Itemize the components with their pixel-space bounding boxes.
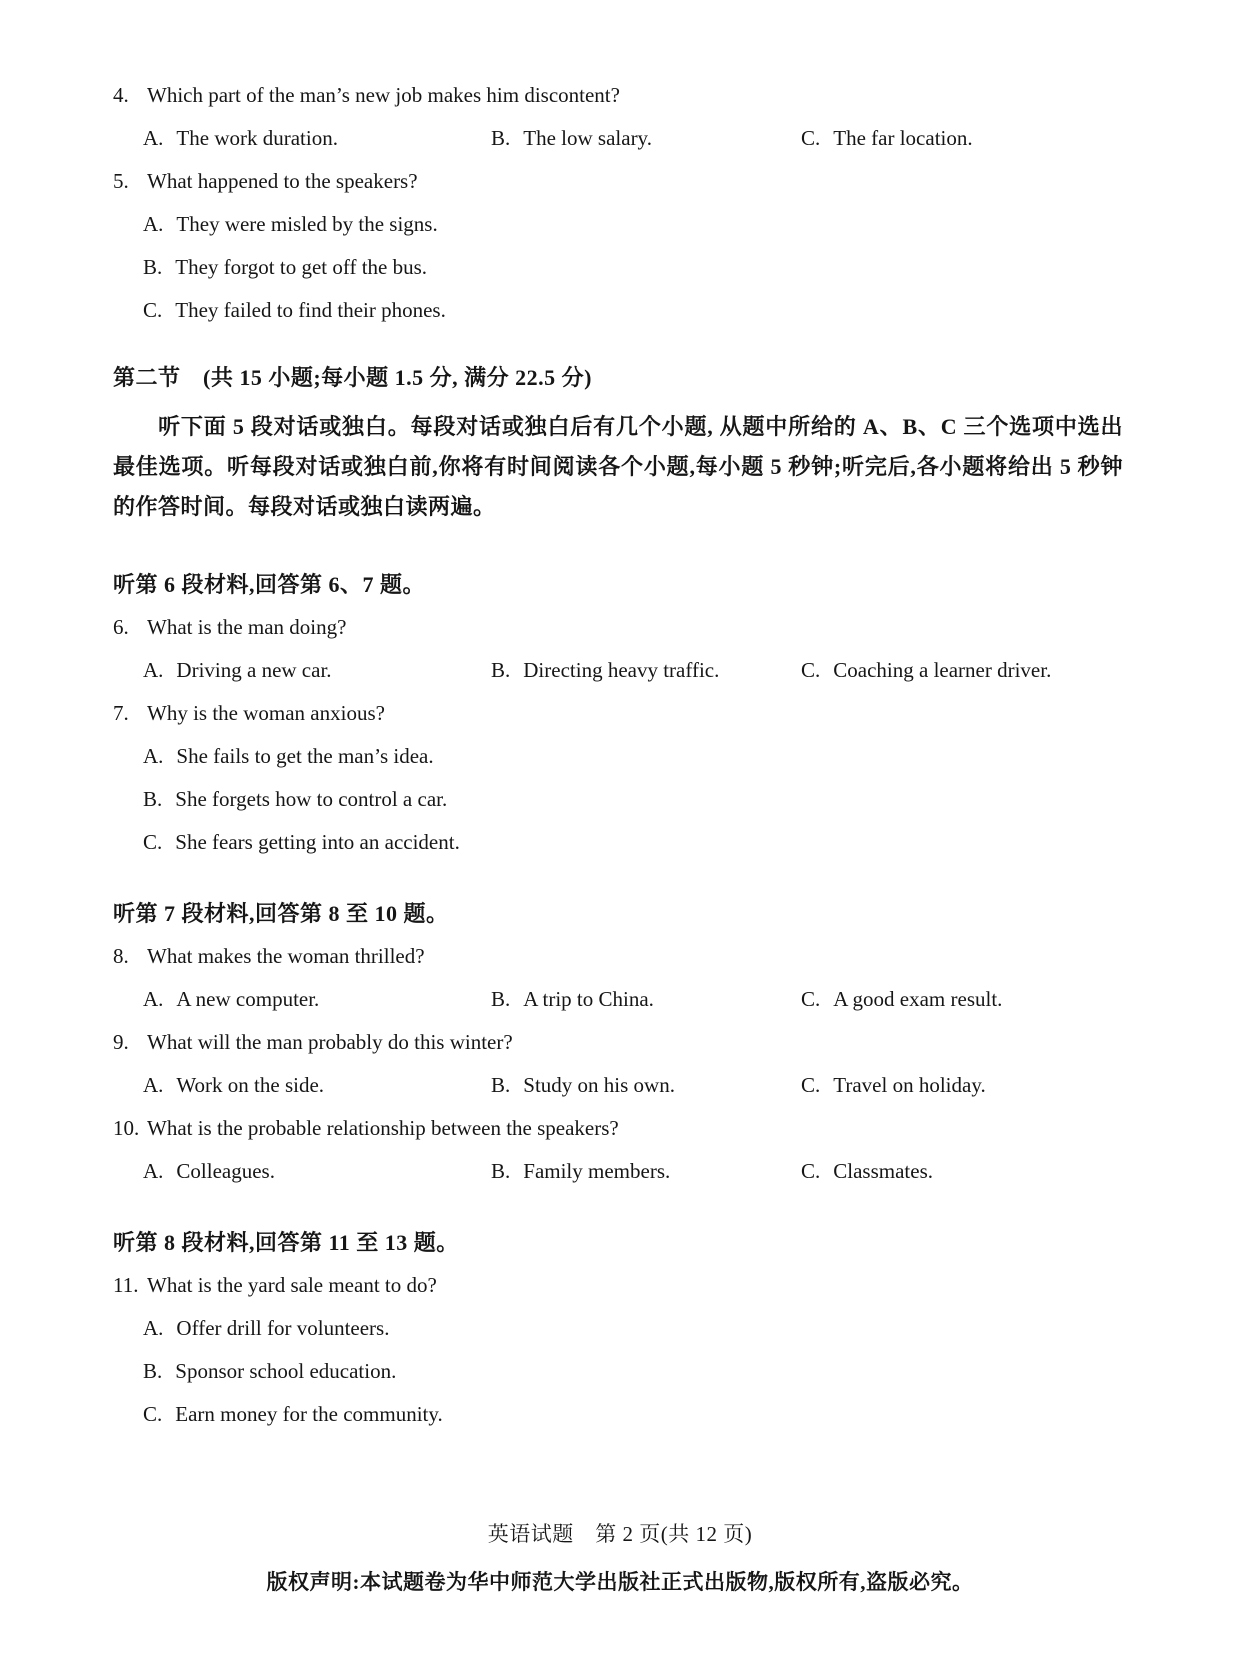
option-a-label: A. bbox=[143, 212, 164, 236]
option-b-text: A trip to China. bbox=[523, 987, 654, 1011]
option-b-text: Sponsor school education. bbox=[175, 1359, 397, 1383]
question-11 bbox=[113, 1272, 1140, 1428]
option-b-text: She forgets how to control a car. bbox=[175, 787, 448, 811]
option-a-label: A. bbox=[143, 1073, 164, 1097]
option-c-text: She fears getting into an accident. bbox=[175, 830, 460, 854]
option-c-text: Coaching a learner driver. bbox=[833, 658, 1052, 682]
option-b-label: B. bbox=[491, 126, 511, 150]
option-c-label: C. bbox=[143, 298, 163, 322]
option-a-text: Driving a new car. bbox=[176, 658, 332, 682]
question-number: 6. bbox=[113, 615, 129, 639]
option-a-label: A. bbox=[143, 1159, 164, 1183]
question-text: What is the probable relationship between the speakers? bbox=[147, 1116, 619, 1140]
question-text: Which part of the man’s new job makes him discontent? bbox=[147, 83, 620, 107]
option-a-text: Offer drill for volunteers. bbox=[176, 1316, 390, 1340]
material-8-intro: 听第 8 段材料,回答第 11 至 13 题。 bbox=[113, 1230, 459, 1255]
option-a-label: A. bbox=[143, 744, 164, 768]
option-c bbox=[801, 986, 1140, 1013]
option-a-text: The work duration. bbox=[176, 126, 338, 150]
option-b bbox=[113, 254, 1140, 281]
option-b bbox=[491, 1072, 801, 1099]
material-7-intro: 听第 7 段材料,回答第 8 至 10 题。 bbox=[113, 901, 449, 926]
option-b bbox=[491, 657, 801, 684]
option-b-text: The low salary. bbox=[523, 126, 652, 150]
option-c bbox=[801, 657, 1140, 684]
question-4-stem bbox=[113, 82, 1140, 109]
question-text: What makes the woman thrilled? bbox=[147, 944, 425, 968]
question-number: 4. bbox=[113, 83, 129, 107]
section-2-instructions: 听下面 5 段对话或独白。每段对话或独白后有几个小题, 从题中所给的 A、B、C 三个选项中选出最佳选项。听每段对话或独白前,你将有时间阅读各个小题,每小题 5 秒钟;听完后,各小题将给出 5 秒钟的作答时间。每段对话或独白读两遍。 bbox=[113, 414, 1123, 519]
question-text: What will the man probably do this winter? bbox=[147, 1030, 513, 1054]
question-number: 5. bbox=[113, 169, 129, 193]
question-text: Why is the woman anxious? bbox=[147, 701, 385, 725]
question-8 bbox=[113, 943, 1140, 1013]
option-b-text: They forgot to get off the bus. bbox=[175, 255, 428, 279]
option-c-label: C. bbox=[801, 1073, 821, 1097]
question-4-options bbox=[113, 125, 1140, 152]
material-6-intro: 听第 6 段材料,回答第 6、7 题。 bbox=[113, 572, 426, 597]
option-b bbox=[491, 125, 801, 152]
question-number: 7. bbox=[113, 701, 129, 725]
question-6-stem bbox=[113, 614, 1140, 641]
question-number: 9. bbox=[113, 1030, 129, 1054]
option-a bbox=[113, 743, 1140, 770]
question-6 bbox=[113, 614, 1140, 684]
option-c-text: The far location. bbox=[833, 126, 973, 150]
option-a-text: Work on the side. bbox=[176, 1073, 325, 1097]
option-b-text: Directing heavy traffic. bbox=[523, 658, 720, 682]
option-c-label: C. bbox=[801, 658, 821, 682]
footer-copyright-notice: 版权声明:本试题卷为华中师范大学出版社正式出版物,版权所有,盗版必究。 bbox=[266, 1570, 974, 1594]
question-6-options bbox=[113, 657, 1140, 684]
option-c-label: C. bbox=[143, 1402, 163, 1426]
option-c-label: C. bbox=[143, 830, 163, 854]
question-text: What is the yard sale meant to do? bbox=[147, 1273, 437, 1297]
option-c bbox=[801, 1072, 1140, 1099]
option-b-label: B. bbox=[143, 1359, 163, 1383]
option-a-label: A. bbox=[143, 658, 164, 682]
option-b-label: B. bbox=[491, 987, 511, 1011]
question-4 bbox=[113, 82, 1140, 152]
option-a bbox=[143, 1072, 491, 1099]
question-7 bbox=[113, 700, 1140, 856]
question-9-stem bbox=[113, 1029, 1140, 1056]
option-a-label: A. bbox=[143, 987, 164, 1011]
question-8-options bbox=[113, 986, 1140, 1013]
option-a bbox=[113, 211, 1140, 238]
question-5-stem bbox=[113, 168, 1140, 195]
option-c-text: Classmates. bbox=[833, 1159, 934, 1183]
option-b-label: B. bbox=[143, 787, 163, 811]
option-b-label: B. bbox=[491, 658, 511, 682]
option-b-label: B. bbox=[491, 1159, 511, 1183]
question-number: 11. bbox=[113, 1273, 139, 1297]
option-a bbox=[143, 657, 491, 684]
option-a bbox=[113, 1315, 1140, 1342]
option-b bbox=[491, 1158, 801, 1185]
question-10-stem bbox=[113, 1115, 1140, 1142]
question-text: What happened to the speakers? bbox=[147, 169, 418, 193]
question-number: 10. bbox=[113, 1116, 140, 1140]
option-b-text: Family members. bbox=[523, 1159, 671, 1183]
option-b bbox=[113, 786, 1140, 813]
option-c-text: They failed to find their phones. bbox=[175, 298, 446, 322]
question-9 bbox=[113, 1029, 1140, 1099]
option-b-label: B. bbox=[491, 1073, 511, 1097]
question-9-options bbox=[113, 1072, 1140, 1099]
option-a-text: Colleagues. bbox=[176, 1159, 275, 1183]
option-b bbox=[491, 986, 801, 1013]
question-number: 8. bbox=[113, 944, 129, 968]
option-b bbox=[113, 1358, 1140, 1385]
question-8-stem bbox=[113, 943, 1140, 970]
question-10 bbox=[113, 1115, 1140, 1185]
option-c bbox=[113, 829, 1140, 856]
option-c-text: A good exam result. bbox=[833, 987, 1003, 1011]
question-7-stem bbox=[113, 700, 1140, 727]
option-a-text: A new computer. bbox=[176, 987, 320, 1011]
option-b-text: Study on his own. bbox=[523, 1073, 675, 1097]
question-5 bbox=[113, 168, 1140, 324]
question-10-options bbox=[113, 1158, 1140, 1185]
option-a-label: A. bbox=[143, 1316, 164, 1340]
option-b-label: B. bbox=[143, 255, 163, 279]
option-c-label: C. bbox=[801, 1159, 821, 1183]
option-c bbox=[801, 1158, 1140, 1185]
option-a-label: A. bbox=[143, 126, 164, 150]
option-a bbox=[143, 125, 491, 152]
option-c bbox=[801, 125, 1140, 152]
option-c-label: C. bbox=[801, 987, 821, 1011]
option-c bbox=[113, 1401, 1140, 1428]
footer-page-number: 英语试题 第 2 页(共 12 页) bbox=[487, 1522, 753, 1546]
question-11-stem bbox=[113, 1272, 1140, 1299]
option-c-label: C. bbox=[801, 126, 821, 150]
option-a-text: They were misled by the signs. bbox=[176, 212, 438, 236]
question-text: What is the man doing? bbox=[147, 615, 347, 639]
option-a bbox=[143, 1158, 491, 1185]
option-c bbox=[113, 297, 1140, 324]
option-a bbox=[143, 986, 491, 1013]
option-c-text: Travel on holiday. bbox=[833, 1073, 986, 1097]
section-2-heading: 第二节 (共 15 小题;每小题 1.5 分, 满分 22.5 分) bbox=[113, 365, 592, 390]
option-a-text: She fails to get the man’s idea. bbox=[176, 744, 434, 768]
option-c-text: Earn money for the community. bbox=[175, 1402, 443, 1426]
